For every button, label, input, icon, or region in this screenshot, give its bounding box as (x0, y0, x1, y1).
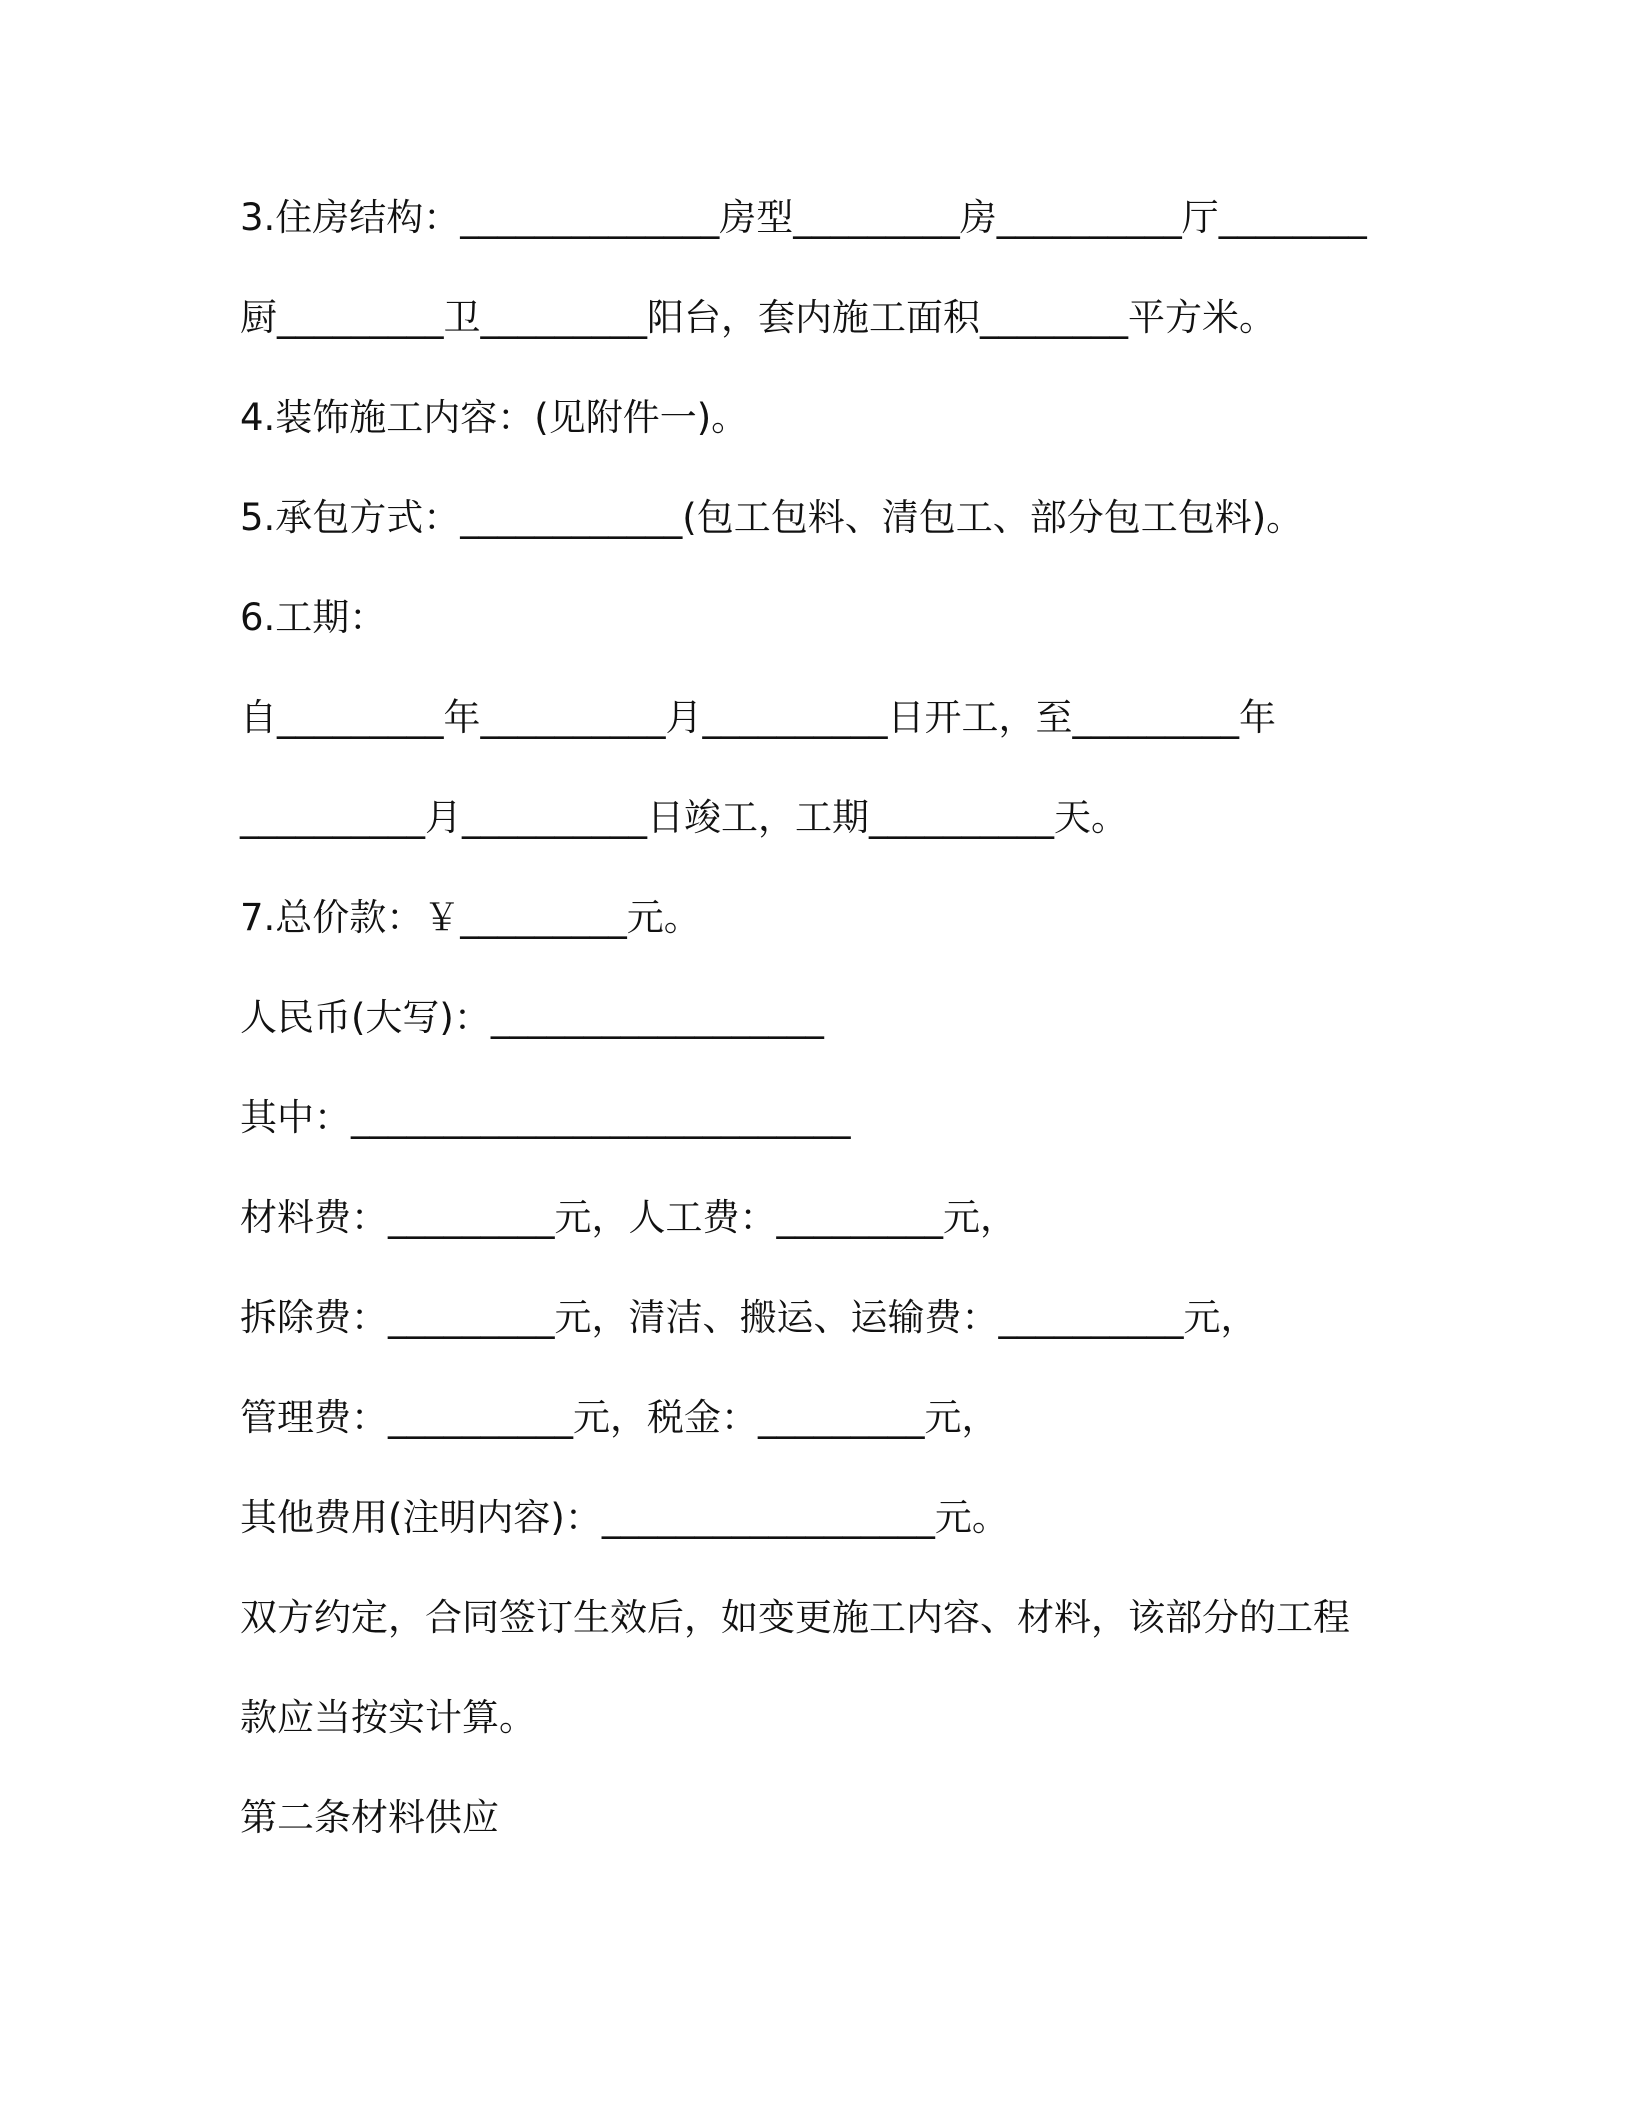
start-date-line: 自_________年__________月__________日开工，至_________年 (240, 696, 1276, 739)
material-labor-fee-line: 材料费：_________元，人工费：_________元， (240, 1196, 1017, 1239)
room-area-line: 厨_________卫_________阳台，套内施工面积________平方米。 (240, 296, 1276, 339)
other-fees-line: 其他费用(注明内容)：__________________元。 (240, 1496, 1009, 1539)
demolition-transport-fee-line: 拆除费：_________元，清洁、搬运、运输费：__________元， (240, 1296, 1258, 1339)
breakdown-line: 其中：___________________________ (240, 1096, 851, 1139)
agreement-paragraph-line-2: 款应当按实计算。 (240, 1696, 536, 1739)
rmb-uppercase-line: 人民币(大写)：__________________ (240, 996, 824, 1039)
completion-date-line: __________月__________日竣工，工期__________天。 (240, 796, 1128, 839)
management-tax-fee-line: 管理费：__________元，税金：_________元， (240, 1396, 999, 1439)
total-price-line: 7.总价款：￥_________元。 (240, 896, 701, 939)
construction-period-heading: 6.工期： (240, 596, 387, 639)
article-two-heading: 第二条材料供应 (240, 1796, 499, 1839)
housing-structure-line: 3.住房结构：______________房型_________房__________厅________ (240, 196, 1367, 239)
agreement-paragraph-line-1: 双方约定，合同签订生效后，如变更施工内容、材料，该部分的工程 (240, 1596, 1350, 1639)
decoration-content-line: 4.装饰施工内容：(见附件一)。 (240, 396, 749, 439)
contract-method-line: 5.承包方式：____________(包工包料、清包工、部分包工包料)。 (240, 496, 1304, 539)
